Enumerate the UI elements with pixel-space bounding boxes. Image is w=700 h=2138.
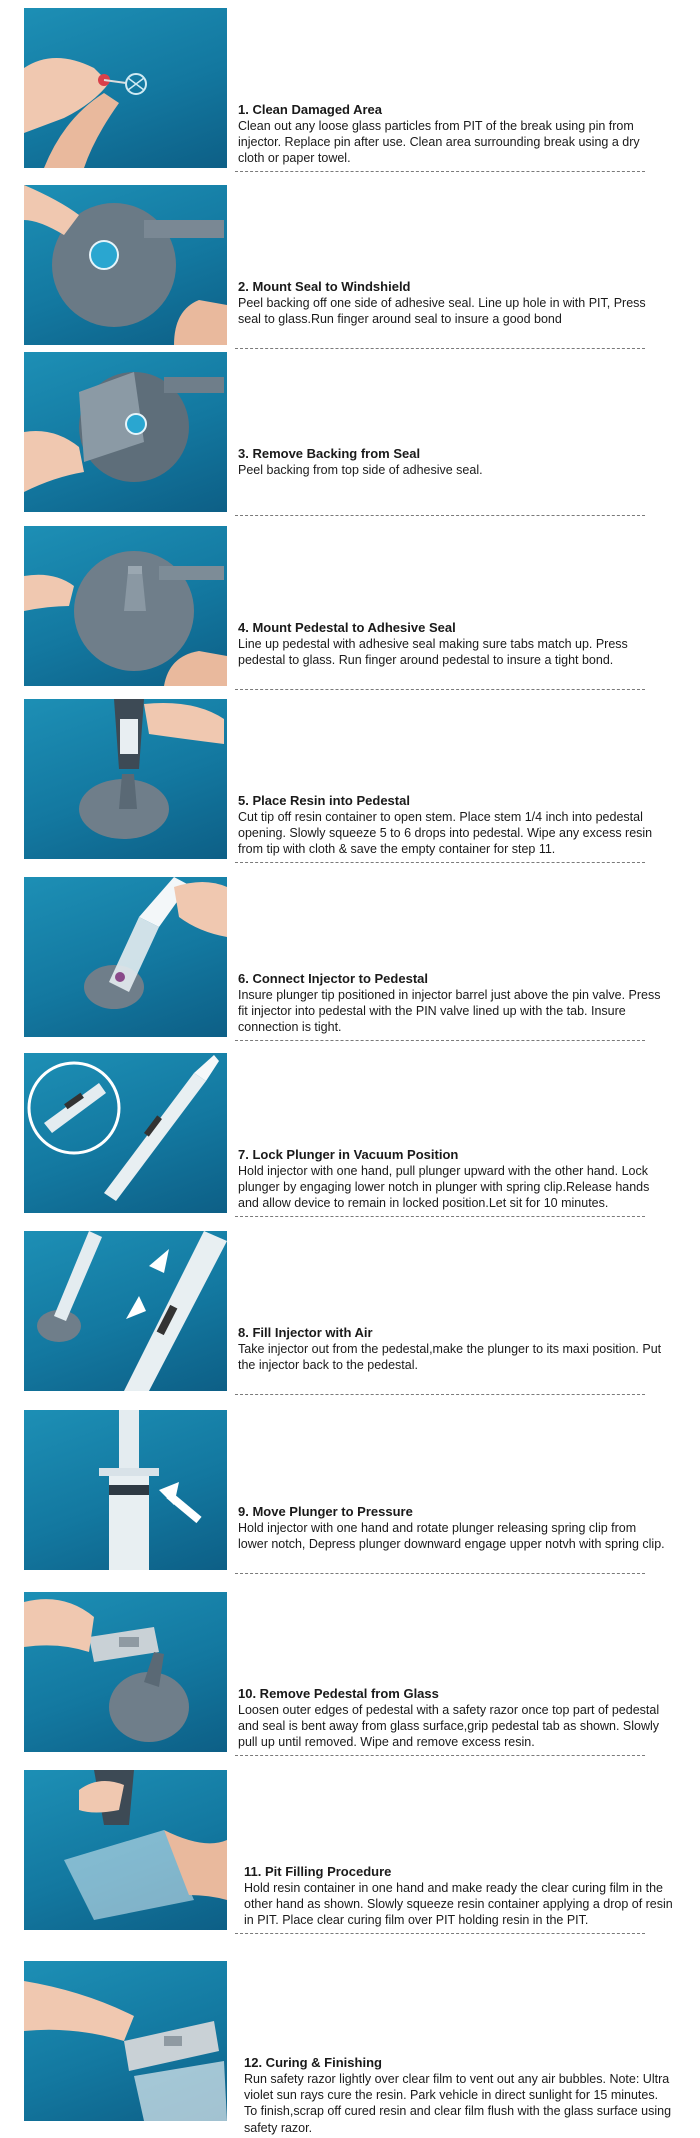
step-description: Line up pedestal with adhesive seal making sure tabs match up. Press pedestal to glass. Run finger around pedestal to insure a tight bond. [238, 637, 628, 668]
divider [235, 1573, 645, 1574]
razor-removal-icon [24, 1592, 227, 1752]
divider [235, 1755, 645, 1756]
peel-backing-icon [24, 352, 227, 512]
step-description: Peel backing from top side of adhesive seal. [238, 463, 483, 477]
step-title: 5. Place Resin into Pedestal [238, 793, 410, 808]
step-1 [0, 8, 700, 185]
step-description: Loosen outer edges of pedestal with a safety razor once top part of pedestal and seal is bent away from glass surface,grip pedestal tab as shown. Slowly pull up until removed. Wipe and remove excess resin. [238, 1703, 660, 1750]
divider [235, 862, 645, 863]
step-description: Peel backing off one side of adhesive seal. Line up hole in with PIT, Press seal to glass.Run finger around seal to insure a good bond [238, 296, 646, 327]
pedestal-icon [24, 526, 227, 686]
divider [235, 1216, 645, 1217]
step-10 [0, 1592, 700, 1769]
divider [235, 171, 645, 172]
curing-film-icon [24, 1770, 227, 1930]
step-description: Cut tip off resin container to open stem. Place stem 1/4 inch into pedestal opening. Slowly squeeze 5 to 6 drops into pedestal. Wipe any excess resin from tip with cloth & save the empty container for step 11. [238, 810, 653, 857]
step-11 [0, 1770, 700, 1947]
step-3 [0, 352, 700, 529]
step-title: 9. Move Plunger to Pressure [238, 1504, 413, 1519]
divider [235, 515, 645, 516]
step-title: 10. Remove Pedestal from Glass [238, 1686, 439, 1701]
step-title: 6. Connect Injector to Pedestal [238, 971, 428, 986]
divider [235, 689, 645, 690]
step-7 [0, 1053, 700, 1230]
divider [235, 348, 645, 349]
razor-finish-icon [24, 1961, 227, 2121]
step-title: 1. Clean Damaged Area [238, 102, 383, 117]
step-title: 2. Mount Seal to Windshield [238, 279, 411, 294]
divider [235, 1933, 645, 1934]
plunger-lock-icon [24, 1053, 227, 1213]
step-description: Hold injector with one hand and rotate plunger releasing spring clip from lower notch, Depress plunger downward engage upper notvh with spring clip. [238, 1521, 665, 1552]
step-5 [0, 699, 700, 876]
step-description: Take injector out from the pedestal,make the plunger to its maxi position. Put the injector back to the pedestal. [238, 1342, 662, 1373]
step-9 [0, 1410, 700, 1587]
injector-icon [24, 877, 227, 1037]
step-title: 7. Lock Plunger in Vacuum Position [238, 1147, 459, 1162]
step-4 [0, 526, 700, 703]
pressure-plunger-icon [24, 1410, 227, 1570]
step-title: 8. Fill Injector with Air [238, 1325, 373, 1340]
step-title: 3. Remove Backing from Seal [238, 446, 421, 461]
step-description: Hold injector with one hand, pull plunger upward with the other hand. Lock plunger by engaging lower notch in plunger with spring clip.Release hands and allow device to remain in locked position.Let sit for 10 minutes. [238, 1164, 650, 1211]
resin-bottle-icon [24, 699, 227, 859]
step-8 [0, 1231, 700, 1408]
divider [235, 1040, 645, 1041]
step-12 [0, 1961, 700, 2138]
step-description: Insure plunger tip positioned in injector barrel just above the pin valve. Press fit injector into pedestal with the PIN valve lined up with the tab. Insure connection is tight. [238, 988, 661, 1035]
air-fill-icon [24, 1231, 227, 1391]
step-2 [0, 185, 700, 362]
divider [235, 1394, 645, 1395]
pin-cleaning-icon [24, 8, 227, 168]
step-6 [0, 877, 700, 1054]
step-title: 12. Curing & Finishing [244, 2055, 382, 2070]
step-description: Clean out any loose glass particles from PIT of the break using pin from injector. Replace pin after use. Clean area surrounding break using a dry cloth or paper towel. [238, 119, 640, 166]
step-description: Run safety razor lightly over clear film to vent out any air bubbles. Note: Ultra violet sun rays cure the resin. Park vehicle in direct sunlight for 15 minutes. To finish,scrap off cured resin and clear film flush with the glass surface using safety razor. [244, 2072, 672, 2135]
adhesive-seal-icon [24, 185, 227, 345]
step-title: 4. Mount Pedestal to Adhesive Seal [238, 620, 456, 635]
step-title: 11. Pit Filling Procedure [244, 1864, 392, 1879]
step-description: Hold resin container in one hand and make ready the clear curing film in the other hand as shown. Slowly squeeze resin container applying a drop of resin in PIT. Place clear curing film over PIT holding resin in the PIT. [244, 1881, 673, 1928]
